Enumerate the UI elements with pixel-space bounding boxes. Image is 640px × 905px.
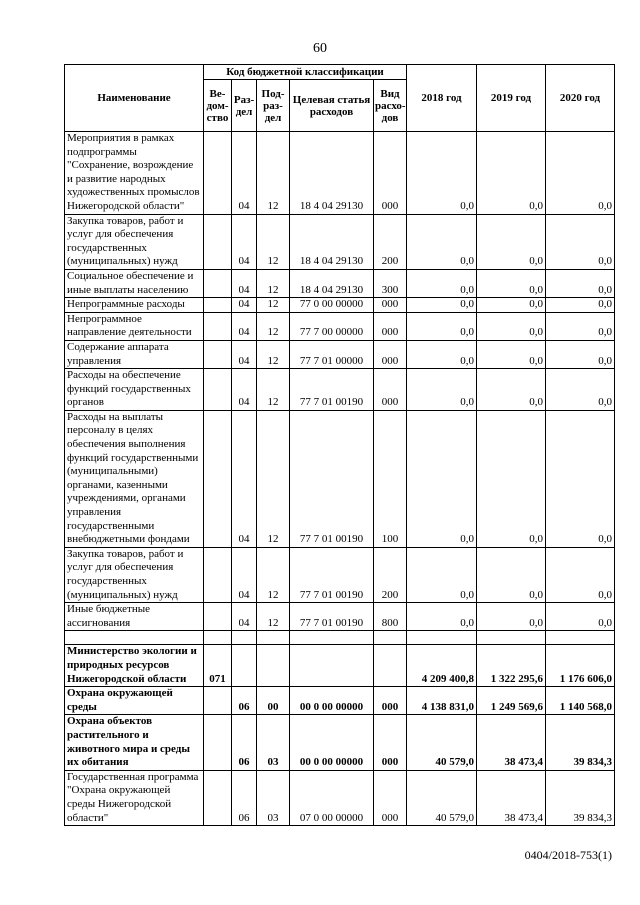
row-amount-2020: 1 140 568,0 <box>546 687 615 715</box>
row-amount-2018: 0,0 <box>407 547 477 602</box>
row-amount-2020: 0,0 <box>546 410 615 547</box>
row-podrazdel: 12 <box>257 340 290 368</box>
row-target-article <box>290 645 374 687</box>
row-podrazdel: 12 <box>257 410 290 547</box>
row-amount-2020: 0,0 <box>546 547 615 602</box>
row-name: Расходы на обеспечение функций государственных органов <box>65 369 204 411</box>
row-target-article: 77 7 01 00000 <box>290 340 374 368</box>
row-razdel <box>232 645 257 687</box>
row-vedomstvo <box>204 603 232 631</box>
row-amount-2019: 0,0 <box>477 369 546 411</box>
row-podrazdel: 03 <box>257 770 290 825</box>
empty-cell <box>374 631 407 645</box>
row-amount-2018: 0,0 <box>407 369 477 411</box>
row-name: Охрана объектов растительного и животного мира и среды их обитания <box>65 715 204 770</box>
row-podrazdel: 00 <box>257 687 290 715</box>
row-amount-2018: 0,0 <box>407 603 477 631</box>
row-vedomstvo <box>204 340 232 368</box>
row-expense-type: 000 <box>374 770 407 825</box>
row-podrazdel <box>257 645 290 687</box>
row-expense-type: 800 <box>374 603 407 631</box>
table-row <box>65 132 615 215</box>
header-target-article: Целевая статья расходов <box>290 80 374 132</box>
row-expense-type: 200 <box>374 214 407 269</box>
row-expense-type <box>374 645 407 687</box>
row-amount-2018: 4 138 831,0 <box>407 687 477 715</box>
row-name: Социальное обеспечение и иные выплаты населению <box>65 269 204 297</box>
row-amount-2018: 4 209 400,8 <box>407 645 477 687</box>
row-podrazdel: 12 <box>257 369 290 411</box>
row-razdel: 04 <box>232 547 257 602</box>
row-vedomstvo: 071 <box>204 645 232 687</box>
row-amount-2019: 0,0 <box>477 340 546 368</box>
row-razdel: 04 <box>232 340 257 368</box>
row-amount-2020: 0,0 <box>546 132 615 215</box>
row-target-article: 77 7 01 00190 <box>290 369 374 411</box>
row-amount-2019: 0,0 <box>477 603 546 631</box>
empty-cell <box>477 631 546 645</box>
table-header <box>65 65 615 132</box>
row-amount-2019: 1 249 569,6 <box>477 687 546 715</box>
row-name: Непрограммное направление деятельности <box>65 312 204 340</box>
empty-cell <box>257 631 290 645</box>
row-podrazdel: 12 <box>257 214 290 269</box>
row-vedomstvo <box>204 715 232 770</box>
row-razdel: 04 <box>232 603 257 631</box>
row-amount-2020: 0,0 <box>546 269 615 297</box>
row-name: Закупка товаров, работ и услуг для обеспечения государственных (муниципальных) нужд <box>65 214 204 269</box>
row-amount-2020: 39 834,3 <box>546 770 615 825</box>
row-amount-2020: 39 834,3 <box>546 715 615 770</box>
row-razdel: 06 <box>232 687 257 715</box>
row-amount-2020: 0,0 <box>546 312 615 340</box>
empty-cell <box>204 631 232 645</box>
row-amount-2019: 1 322 295,6 <box>477 645 546 687</box>
row-vedomstvo <box>204 547 232 602</box>
row-amount-2018: 0,0 <box>407 132 477 215</box>
row-amount-2020: 0,0 <box>546 369 615 411</box>
table-row <box>65 298 615 313</box>
row-name: Мероприятия в рамках подпрограммы "Сохранение, возрождение и развитие народных художественных промыслов Нижегородской области" <box>65 132 204 215</box>
row-razdel: 04 <box>232 369 257 411</box>
row-amount-2019: 0,0 <box>477 214 546 269</box>
row-podrazdel: 12 <box>257 269 290 297</box>
row-vedomstvo <box>204 312 232 340</box>
row-name: Министерство экологии и природных ресурсов Нижегородской области <box>65 645 204 687</box>
row-target-article: 00 0 00 00000 <box>290 687 374 715</box>
row-amount-2018: 0,0 <box>407 410 477 547</box>
table-row <box>65 715 615 770</box>
document-code: 0404/2018-753(1) <box>524 848 612 862</box>
row-vedomstvo <box>204 770 232 825</box>
table-row <box>65 687 615 715</box>
row-target-article: 77 7 01 00190 <box>290 547 374 602</box>
row-name: Иные бюджетные ассигнования <box>65 603 204 631</box>
header-classification-group: Код бюджетной классификации <box>204 65 407 80</box>
row-amount-2020: 0,0 <box>546 298 615 313</box>
row-target-article: 18 4 04 29130 <box>290 269 374 297</box>
row-expense-type: 000 <box>374 715 407 770</box>
row-target-article: 18 4 04 29130 <box>290 132 374 215</box>
table-row <box>65 340 615 368</box>
row-name: Расходы на выплаты персоналу в целях обеспечения выполнения функций государственными (муниципальными) органами, казенными учреждениями, органами управления государственными внебюджетными фондами <box>65 410 204 547</box>
row-podrazdel: 12 <box>257 547 290 602</box>
row-razdel: 04 <box>232 132 257 215</box>
table-row <box>65 312 615 340</box>
table-row <box>65 770 615 825</box>
row-expense-type: 000 <box>374 298 407 313</box>
row-podrazdel: 03 <box>257 715 290 770</box>
row-expense-type: 100 <box>374 410 407 547</box>
row-amount-2020: 0,0 <box>546 214 615 269</box>
row-expense-type: 000 <box>374 369 407 411</box>
table-row <box>65 645 615 687</box>
row-target-article: 77 7 00 00000 <box>290 312 374 340</box>
row-razdel: 04 <box>232 410 257 547</box>
table-row <box>65 214 615 269</box>
row-amount-2018: 0,0 <box>407 269 477 297</box>
row-vedomstvo <box>204 298 232 313</box>
empty-cell <box>546 631 615 645</box>
row-amount-2019: 0,0 <box>477 547 546 602</box>
row-amount-2019: 0,0 <box>477 298 546 313</box>
row-amount-2020: 0,0 <box>546 340 615 368</box>
row-expense-type: 000 <box>374 340 407 368</box>
row-expense-type: 000 <box>374 312 407 340</box>
row-amount-2019: 0,0 <box>477 132 546 215</box>
header-vedomstvo: Ве- дом- ство <box>204 80 232 132</box>
row-amount-2019: 0,0 <box>477 312 546 340</box>
row-expense-type: 300 <box>374 269 407 297</box>
table-row <box>65 547 615 602</box>
row-vedomstvo <box>204 410 232 547</box>
table-row <box>65 369 615 411</box>
row-target-article: 18 4 04 29130 <box>290 214 374 269</box>
empty-cell <box>232 631 257 645</box>
page-number: 60 <box>313 41 327 56</box>
row-amount-2019: 38 473,4 <box>477 770 546 825</box>
table-row <box>65 269 615 297</box>
empty-cell <box>290 631 374 645</box>
empty-cell <box>65 631 204 645</box>
table-body <box>65 132 615 826</box>
header-razdel: Раз- дел <box>232 80 257 132</box>
row-expense-type: 000 <box>374 132 407 215</box>
row-vedomstvo <box>204 214 232 269</box>
row-podrazdel: 12 <box>257 312 290 340</box>
row-name: Непрограммные расходы <box>65 298 204 313</box>
row-target-article: 77 7 01 00190 <box>290 603 374 631</box>
row-razdel: 04 <box>232 269 257 297</box>
row-razdel: 06 <box>232 770 257 825</box>
row-expense-type: 200 <box>374 547 407 602</box>
row-name: Содержание аппарата управления <box>65 340 204 368</box>
row-podrazdel: 12 <box>257 603 290 631</box>
row-vedomstvo <box>204 269 232 297</box>
row-vedomstvo <box>204 687 232 715</box>
row-razdel: 04 <box>232 298 257 313</box>
row-razdel: 04 <box>232 312 257 340</box>
row-amount-2019: 0,0 <box>477 269 546 297</box>
row-amount-2018: 0,0 <box>407 312 477 340</box>
budget-table <box>64 64 615 826</box>
table-row <box>65 603 615 631</box>
header-2019: 2019 год <box>477 65 546 132</box>
table-row <box>65 410 615 547</box>
header-2018: 2018 год <box>407 65 477 132</box>
row-name: Охрана окружающей среды <box>65 687 204 715</box>
row-podrazdel: 12 <box>257 298 290 313</box>
row-amount-2019: 38 473,4 <box>477 715 546 770</box>
row-amount-2018: 40 579,0 <box>407 770 477 825</box>
row-razdel: 06 <box>232 715 257 770</box>
empty-cell <box>407 631 477 645</box>
row-amount-2018: 0,0 <box>407 298 477 313</box>
row-podrazdel: 12 <box>257 132 290 215</box>
row-expense-type: 000 <box>374 687 407 715</box>
row-amount-2020: 1 176 606,0 <box>546 645 615 687</box>
row-vedomstvo <box>204 369 232 411</box>
row-amount-2019: 0,0 <box>477 410 546 547</box>
row-amount-2018: 0,0 <box>407 340 477 368</box>
spacer-row <box>65 631 615 645</box>
row-target-article: 00 0 00 00000 <box>290 715 374 770</box>
row-razdel: 04 <box>232 214 257 269</box>
row-target-article: 77 7 01 00190 <box>290 410 374 547</box>
row-target-article: 77 0 00 00000 <box>290 298 374 313</box>
header-podrazdel: Под- раз- дел <box>257 80 290 132</box>
header-2020: 2020 год <box>546 65 615 132</box>
row-name: Закупка товаров, работ и услуг для обеспечения государственных (муниципальных) нужд <box>65 547 204 602</box>
row-vedomstvo <box>204 132 232 215</box>
row-target-article: 07 0 00 00000 <box>290 770 374 825</box>
header-expense-type: Вид расхо- дов <box>374 80 407 132</box>
row-amount-2020: 0,0 <box>546 603 615 631</box>
row-amount-2018: 0,0 <box>407 214 477 269</box>
row-name: Государственная программа "Охрана окружающей среды Нижегородской области" <box>65 770 204 825</box>
row-amount-2018: 40 579,0 <box>407 715 477 770</box>
header-name: Наименование <box>65 65 204 132</box>
